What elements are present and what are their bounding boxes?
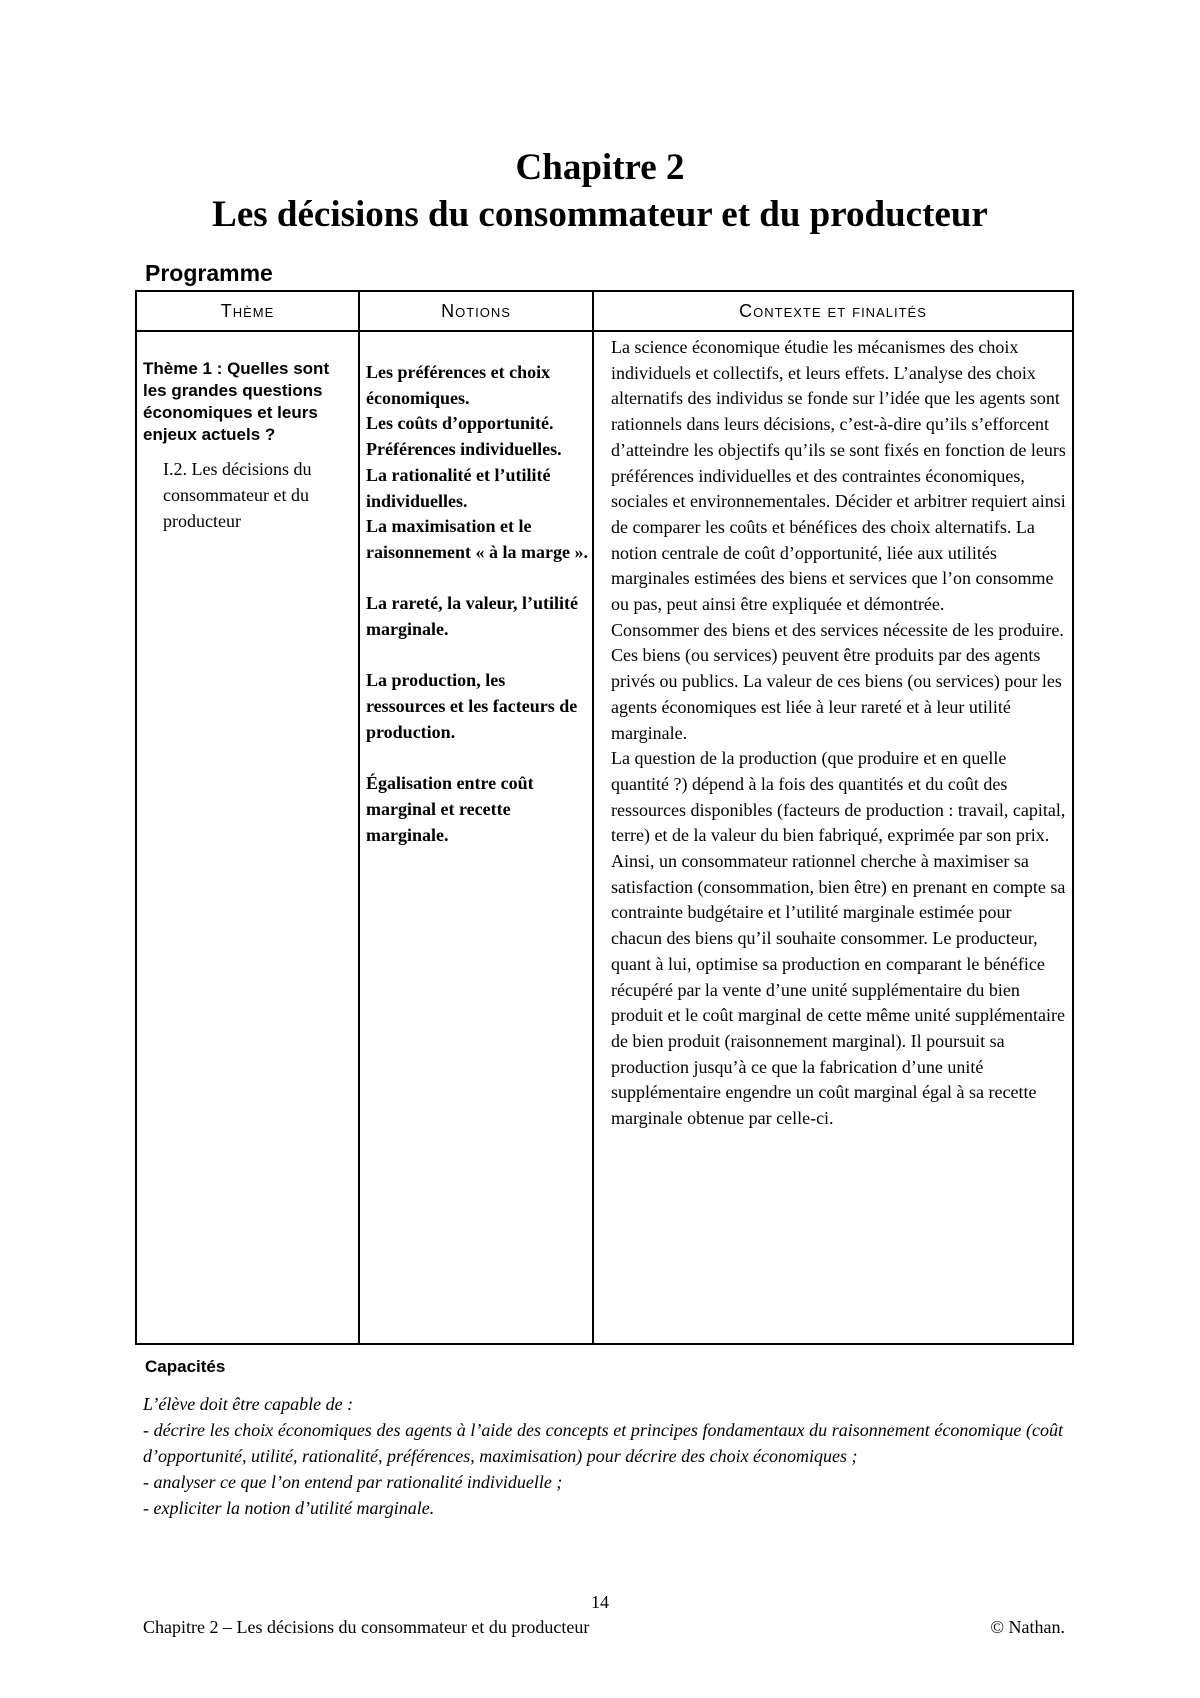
page-number: 14 (591, 1592, 609, 1612)
chapter-title: Les décisions du consommateur et du producteur (212, 194, 988, 235)
context-paragraph: La question de la production (que produire et en quelle quantité ?) dépend à la fois des quantités et du coût des ressources disponibles (facteurs de production : travail, capital, terre) et de la valeur du bien fabriqué, exprimée par son prix. (611, 748, 1066, 846)
capacites-heading: Capacités (145, 1357, 226, 1376)
context-text (594, 332, 1072, 1132)
theme-title: Thème 1 : Quelles sont les grandes questions économiques et leurs enjeux actuels ? (143, 359, 330, 444)
header-context (593, 291, 1073, 331)
header-notions-label: Notions (441, 300, 511, 321)
notion-item: La rationalité et l’utilité individuelles. (366, 464, 551, 511)
context-cell (593, 331, 1073, 1344)
notion-item: La production, les ressources et les facteurs de production. (366, 670, 578, 742)
notion-item: Les coûts d’opportunité. (366, 413, 554, 434)
notion-item: La rareté, la valeur, l’utilité marginale. (366, 593, 578, 640)
footer-copyright: © Nathan. (990, 1617, 1065, 1637)
chapter-number: Chapitre 2 (515, 147, 685, 188)
table-row (136, 331, 1073, 1344)
capacites-item: - expliciter la notion d’utilité marginale. (143, 1498, 435, 1518)
footer-chapter-title: Chapitre 2 – Les décisions du consommateur et du producteur (143, 1617, 590, 1637)
table-header-row (136, 291, 1073, 331)
notion-item: Préférences individuelles. (366, 439, 562, 460)
notion-item: La maximisation et le raisonnement « à la marge ». (366, 516, 588, 562)
header-notions (359, 291, 593, 331)
notion-spacer (366, 566, 588, 592)
programme-heading: Programme (145, 260, 273, 286)
notions-cell (359, 331, 593, 1344)
context-paragraph: Consommer des biens et des services nécessite de les produire. Ces biens (ou services) peuvent être produits par des agents privés ou publics. La valeur de ces biens (ou services) pour les agents économiques est liée à leur rareté et à leur utilité marginale. (611, 619, 1064, 743)
capacites-item: - décrire les choix économiques des agents à l’aide des concepts et principes fondamentaux du raisonnement économique (coût d’opportunité, utilité, rationalité, préférences, maximisation) pour décrire des choix économiques ; (143, 1420, 1063, 1466)
header-theme-label: Thème (220, 300, 275, 321)
capacites-intro: L’élève doit être capable de : (143, 1394, 354, 1414)
notions-list (360, 332, 592, 848)
notion-item: Les préférences et choix économiques. (366, 362, 551, 408)
context-paragraph: Ainsi, un consommateur rationnel cherche à maximiser sa satisfaction (consommation, bien être) en prenant en compte sa contrainte budgétaire et l’utilité marginale estimée pour chacun des biens qu’il souhaite consommer. Le producteur, quant à lui, optimise sa production en comparant le bénéfice récupéré par la vente d’une unité supplémentaire du bien produit et le coût marginal de cette même unité supplémentaire de bien produit (raisonnement marginal). Il poursuit sa production jusqu’à ce que la fabrication d’une unité supplémentaire engendre un coût marginal égal à sa recette marginale obtenue par celle-ci. (611, 851, 1066, 1129)
capacites-item: - analyser ce que l’on entend par rationalité individuelle ; (143, 1472, 563, 1492)
header-context-label: Contexte et finalités (739, 300, 927, 321)
notion-spacer (366, 746, 588, 772)
notion-item: Égalisation entre coût marginal et recette marginale. (366, 773, 534, 845)
header-theme (136, 291, 359, 331)
theme-subtitle: I.2. Les décisions du consommateur et du producteur (163, 459, 312, 531)
capacites-list (143, 1391, 1063, 1521)
context-paragraph: La science économique étudie les mécanismes des choix individuels et collectifs, et leurs effets. L’analyse des choix alternatifs des individus se fonde sur l’idée que les agents sont rationnels dans leurs décisions, c’est-à-dire qu’ils s’efforcent d’atteindre les objectifs qu’ils se sont fixés en fonction de leurs préférences individuelles et des contraintes économiques, sociales et environnementales. Décider et arbitrer requiert ainsi de comparer les coûts et bénéfices des choix alternatifs. La notion centrale de coût d’opportunité, liée aux utilités marginales estimées des biens et services que l’on consomme ou pas, peut ainsi être expliquée et démontrée. (611, 337, 1066, 615)
programme-table (135, 290, 1074, 1345)
notion-spacer (366, 643, 588, 669)
theme-cell (136, 331, 359, 1344)
